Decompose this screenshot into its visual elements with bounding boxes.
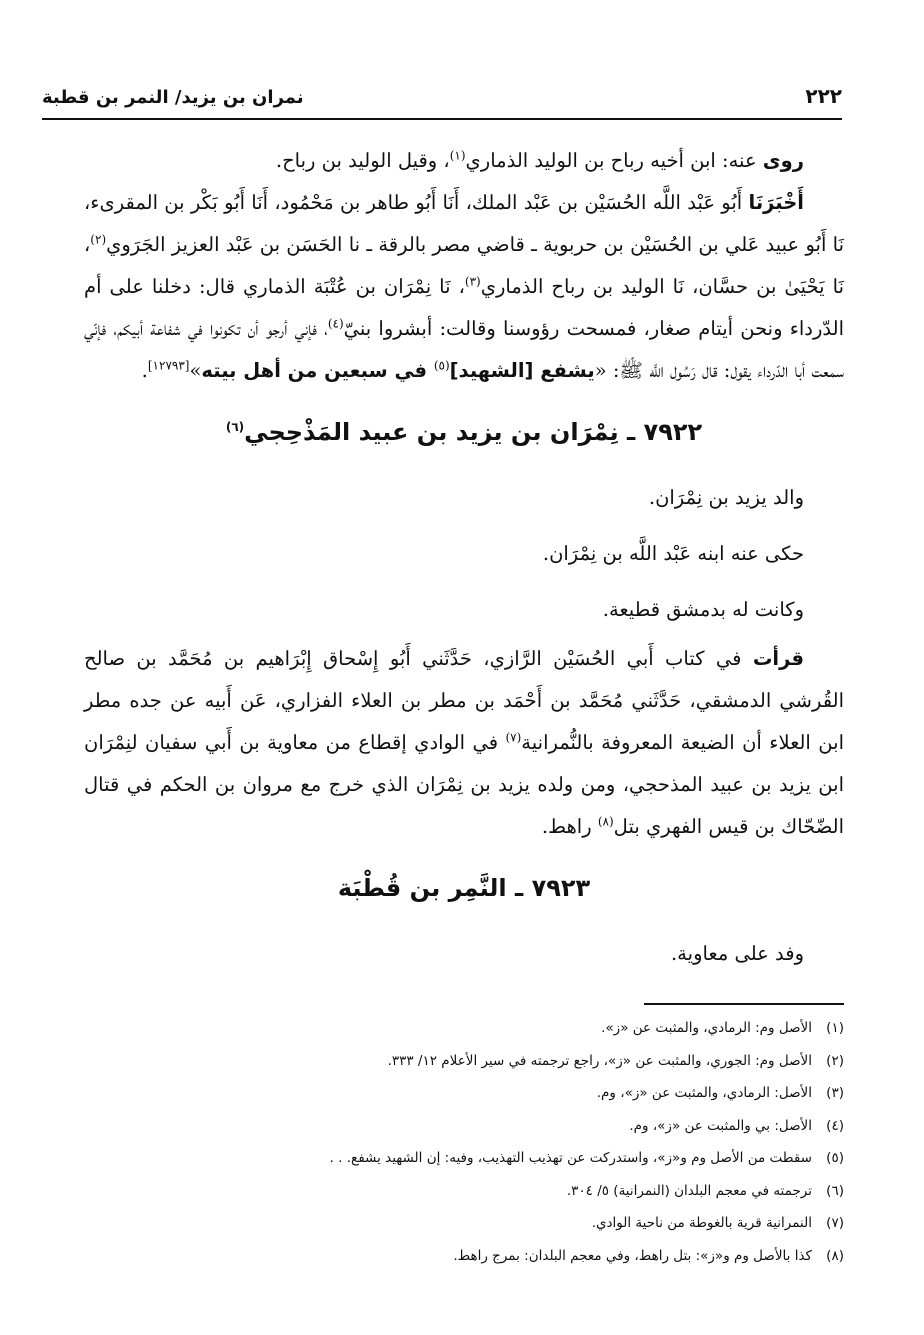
paragraph-text: عنه: ابن أخيه رباح بن الوليد الذماري: [465, 149, 763, 172]
entry-line: حكى عنه ابنه عَبْد اللَّه بن نِمْرَان.: [542, 542, 804, 565]
page-number: ٢٢٢: [805, 84, 842, 108]
paragraph-text: ، فإني أرجو أن تكونوا في شفاعة أبيكم، فإنّي سمعت أبا الدّرداء يقول: قال رَسُول اللَّه ﷺ: «: [84, 317, 844, 382]
footnote-number: (٧): [826, 1215, 844, 1231]
paragraph-text: .: [141, 359, 148, 382]
footnotes: [84, 1012, 844, 1272]
footnote-text: الأصل: الرمادي، والمثبت عن «ز»، وم.: [596, 1085, 812, 1101]
footnote-ref: (٨): [597, 814, 614, 829]
lead-word: قرأت: [752, 647, 804, 670]
paragraph-text: أَبُو عَبْد اللَّه الحُسَيْن بن عَبْد الملك، أَنَا أَبُو طاهر بن مَحْمُود، أَنَا أَبُو بَكْر بن المقرىء، نَا أَبُو عبيد عَلي بن الحُسَيْن بن حربوية ـ قاضي مصر بالرقة ـ نا الحَسَن بن عَبْد العزيز الجَرَوي: [84, 191, 844, 256]
footnote-ref: (٣): [464, 274, 481, 289]
paragraph-text: في الوادي إقطاع من معاوية بن أَبي سفيان لنِمْرَان ابن يزيد بن عبيد المذحجي، ومن ولده يزيد بن نِمْرَان الذي خرج مع مروان بن الحكم في قتال الضّحّاك بن قيس الفهري بتل: [84, 731, 844, 838]
footnote-number: (٦): [826, 1182, 844, 1199]
footnote: [84, 1207, 844, 1240]
paragraph-text: ، وقيل الوليد بن رباح.: [275, 149, 450, 172]
footnote-number: (١): [826, 1020, 844, 1036]
footnote-text: الأصل: بي والمثبت عن «ز»، وم.: [629, 1117, 812, 1134]
paragraph-isnad: [84, 182, 844, 392]
paragraph-text: ، نَا نِمْرَان بن عُتْبَة الذماري قال: دخلنا على أم الدّرداء ونحن أيتام صغار، فمسحت رؤوسنا وقالت: أبشروا بنيّ: [84, 275, 844, 340]
footnote-text: كذا بالأصل وم و«ز»: بتل راهط، وفي معجم البلدان: بمرج راهط.: [453, 1247, 812, 1264]
paragraph-text: »: [189, 359, 202, 382]
footnote-text: الأصل وم: الرمادي، والمثبت عن «ز».: [601, 1020, 812, 1036]
hadith-reference-number: [١٢٧٩٣]: [147, 358, 190, 373]
running-title: نمران بن يزيد/ النمر بن قطبة: [42, 87, 304, 108]
footnote: [84, 1110, 844, 1143]
hadith-text: في سبعين من أهل بيته: [201, 359, 434, 382]
footnote: [84, 1240, 844, 1273]
paragraph-riwaya: [84, 140, 844, 182]
lead-word: أَخْبَرَنَا: [748, 191, 804, 214]
footnote-number: (٣): [826, 1085, 844, 1101]
footnote: [84, 1012, 844, 1045]
entry-title-7922: [84, 410, 844, 454]
footnote: [84, 1077, 844, 1110]
main-text: [84, 140, 844, 982]
paragraph-text: في كتاب أَبي الحُسَيْن الرَّازي، حَدَّثَني أَبُو إِسْحاق إِبْرَاهيم بن مُحَمَّد بن صالح القُرشي الدمشقي، حَدَّثَني مُحَمَّد بن أَحْمَد بن مطر بن العلاء الفزاري، عَن أَبيه عن جده مطر ابن العلاء أن الضيعة المعروفة بالنُّمرانية: [84, 647, 844, 754]
footnote-number: (٨): [826, 1247, 844, 1264]
footnote-ref: (٥): [433, 358, 450, 373]
paragraph-text: ، نَا يَحْيَىٰ بن حسَّان، نَا الوليد بن رباح الذماري: [84, 233, 844, 298]
footnote: [84, 1175, 844, 1208]
footnote-ref: (١): [449, 148, 466, 163]
footnote: [84, 1142, 844, 1175]
footnote-ref: (٦): [225, 420, 245, 434]
paragraph-text: راهط.: [541, 815, 598, 838]
footnote-number: (٤): [826, 1117, 844, 1134]
footnote-text: سقطت من الأصل وم و«ز»، واستدركت عن تهذيب التهذيب، وفيه: إن الشهيد يشفع. . .: [329, 1150, 812, 1166]
header-rule: [42, 118, 842, 120]
footnote-text: الأصل وم: الجوري، والمثبت عن «ز»، راجع ترجمته في سير الأعلام ١٢/ ٣٣٣.: [387, 1052, 812, 1069]
footnote-ref: (٧): [505, 730, 522, 745]
entry-line: وفد على معاوية.: [670, 942, 804, 965]
entry-title-text: ٧٩٢٢ ـ نِمْرَان بن يزيد بن عبيد المَذْحِجي: [244, 418, 703, 446]
lead-word: روى: [762, 149, 804, 172]
footnote-number: (٢): [826, 1052, 844, 1069]
footnote-text: ترجمته في معجم البلدان (النمرانية) ٥/ ٣٠٤.: [566, 1182, 812, 1199]
entry-line: وكانت له بدمشق قطيعة.: [602, 598, 804, 621]
footnote-text: النمرانية قرية بالغوطة من ناحية الوادي.: [591, 1215, 812, 1231]
footnote-number: (٥): [826, 1150, 844, 1166]
footnote-ref: (٢): [90, 232, 107, 247]
entry-title-7923: ٧٩٢٣ ـ النَّمِر بن قُطْبَة: [337, 874, 591, 902]
hadith-text: يشفع [الشهيد]: [449, 359, 595, 382]
entry-line: والد يزيد بن نِمْرَان.: [648, 486, 804, 509]
footnote: [84, 1045, 844, 1078]
paragraph-qaraat: [84, 638, 844, 848]
footnote-ref: (٤): [327, 316, 344, 331]
footnote-rule: [644, 1003, 844, 1005]
page-header: [42, 66, 842, 118]
